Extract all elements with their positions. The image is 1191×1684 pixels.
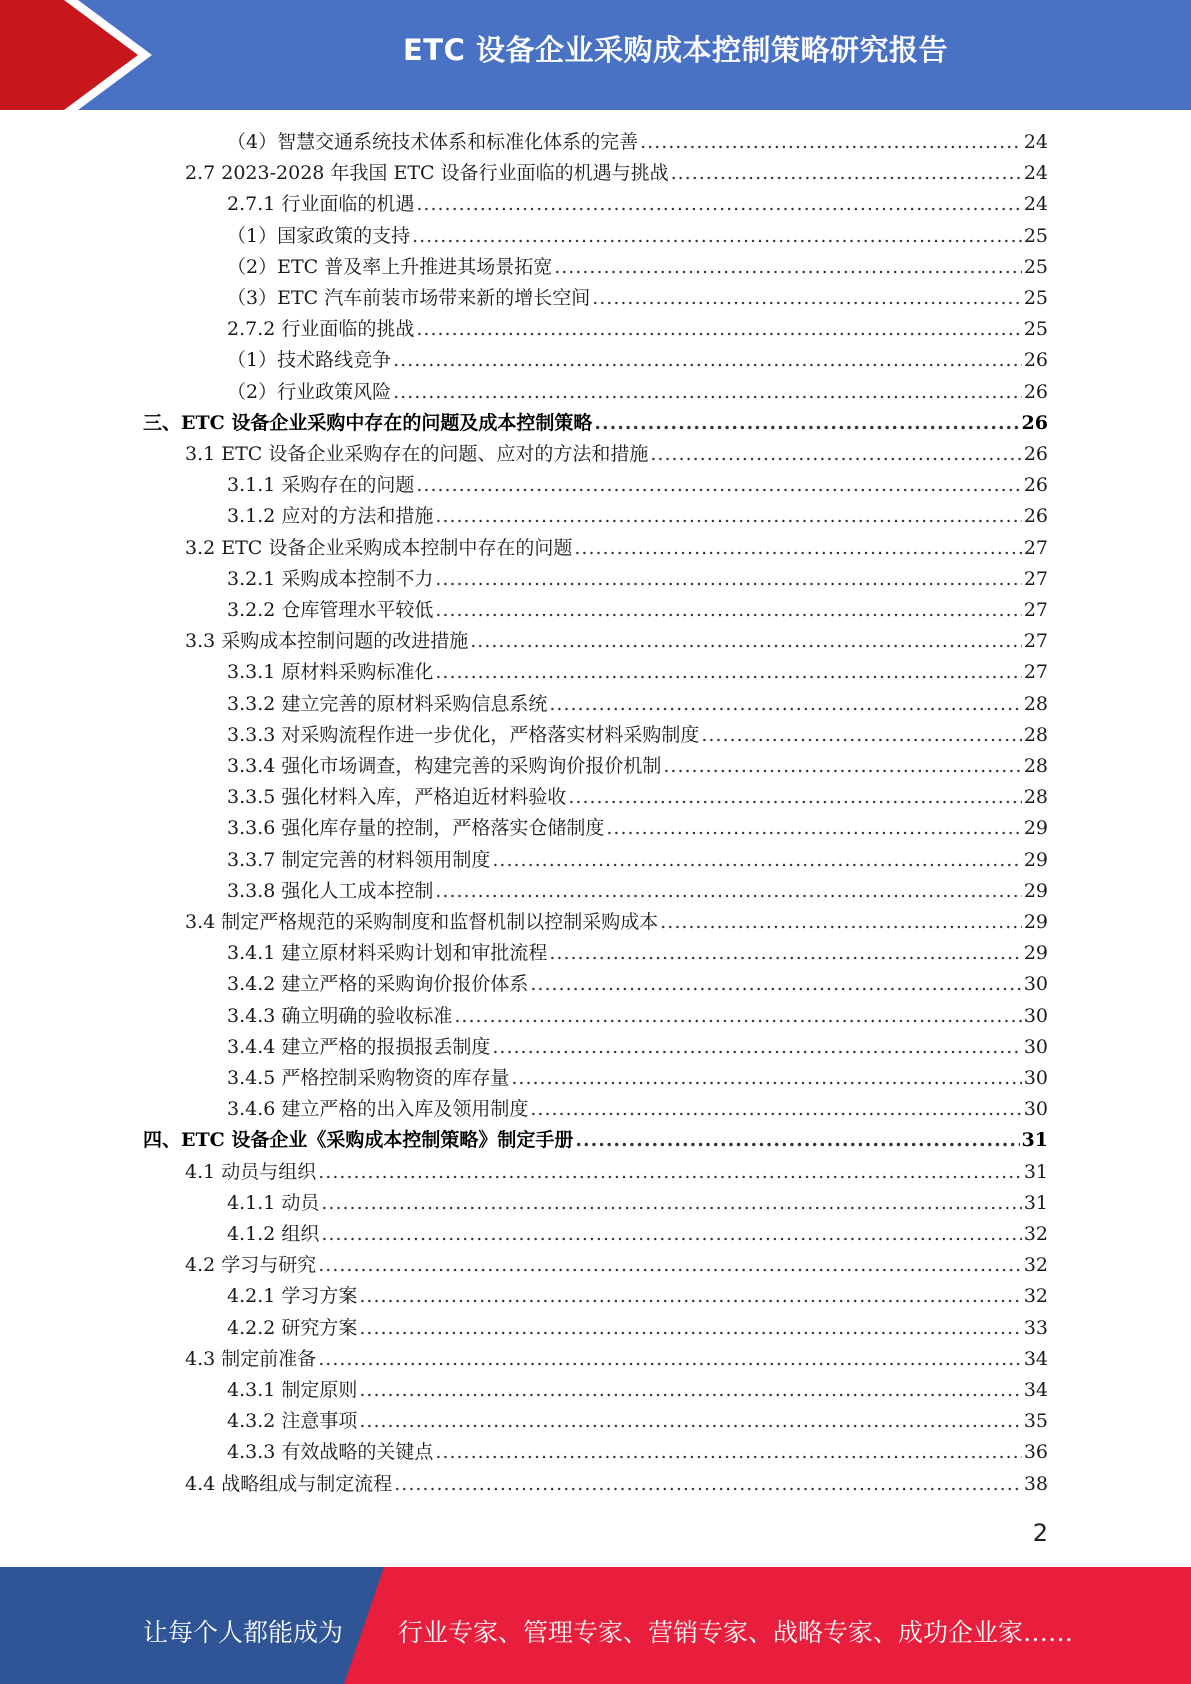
toc-entry-title: 4.1.1 动员 — [227, 1191, 320, 1214]
toc-entry-page: 34 — [1023, 1379, 1048, 1401]
toc-entry-title: 4.1 动员与组织 — [185, 1160, 317, 1183]
toc-leader-dots — [549, 689, 1021, 720]
toc-entry-page: 24 — [1023, 193, 1048, 216]
toc-entry-title: 3.2.1 采购成本控制不力 — [227, 567, 434, 590]
toc-entry-title: （3）ETC 汽车前装市场带来新的增长空间 — [227, 287, 591, 309]
toc-entry[interactable] — [227, 314, 1048, 345]
toc-entry-page: 30 — [1023, 973, 1048, 996]
toc-entry-title: 3.4.2 建立严格的采购询价报价体系 — [227, 973, 529, 996]
toc-entry-title: 3.3.7 制定完善的材料领用制度 — [227, 848, 491, 871]
toc-entry[interactable] — [227, 377, 1048, 408]
toc-entry-title: 4.1.2 组织 — [227, 1223, 320, 1245]
toc-entry-page: 36 — [1023, 1441, 1048, 1464]
toc-leader-dots — [650, 439, 1021, 470]
toc-entry-page: 26 — [1023, 349, 1048, 372]
toc-leader-dots — [359, 1375, 1021, 1406]
toc-leader-dots — [606, 813, 1021, 844]
toc-entry[interactable] — [185, 1469, 1048, 1500]
toc-entry-title: （1）技术路线竞争 — [227, 349, 392, 372]
toc-entry-title: 3.4.4 建立严格的报损报丢制度 — [227, 1035, 491, 1058]
toc-entry-page: 30 — [1023, 1004, 1048, 1027]
toc-entry-page: 31 — [1023, 1160, 1048, 1183]
toc-entry[interactable] — [227, 189, 1048, 220]
toc-leader-dots — [318, 1157, 1022, 1188]
toc-entry[interactable] — [227, 221, 1048, 252]
toc-entry-title: 3.3.6 强化库存量的控制，严格落实仓储制度 — [227, 817, 605, 840]
toc-entry-page: 35 — [1023, 1410, 1048, 1433]
toc-entry[interactable] — [185, 158, 1048, 189]
toc-entry-title: 4.3.2 注意事项 — [227, 1410, 358, 1433]
toc-entry[interactable] — [185, 1250, 1048, 1281]
toc-leader-dots — [359, 1313, 1021, 1344]
toc-entry-title: 3.1.2 应对的方法和措施 — [227, 505, 434, 528]
toc-entry[interactable] — [227, 501, 1048, 532]
toc-entry-title: （4）智慧交通系统技术体系和标准化体系的完善 — [227, 131, 639, 153]
toc-entry-page: 30 — [1023, 1035, 1048, 1058]
toc-entry-title: （1）国家政策的支持 — [227, 224, 411, 247]
toc-entry[interactable] — [227, 1406, 1048, 1437]
toc-entry-page: 31 — [1023, 1191, 1048, 1214]
toc-leader-dots — [416, 189, 1021, 220]
header-red-arrow — [0, 0, 150, 110]
toc-entry[interactable] — [227, 1063, 1048, 1094]
toc-leader-dots — [640, 127, 1022, 158]
toc-leader-dots — [318, 1344, 1022, 1375]
toc-entry[interactable] — [227, 1001, 1048, 1032]
toc-entry-page: 27 — [1023, 661, 1048, 684]
toc-entry[interactable] — [227, 845, 1048, 876]
toc-entry-title: 4.4 战略组成与制定流程 — [185, 1472, 393, 1495]
toc-leader-dots — [435, 564, 1021, 595]
toc-entry-title: 3.3.3 对采购流程作进一步优化，严格落实材料采购制度 — [227, 723, 700, 746]
toc-entry-title: 3.1 ETC 设备企业采购存在的问题、应对的方法和措施 — [185, 443, 649, 465]
toc-leader-dots — [671, 158, 1022, 189]
toc-leader-dots — [435, 657, 1021, 688]
toc-entry[interactable] — [185, 907, 1048, 938]
toc-entry-page: 30 — [1023, 1067, 1048, 1089]
toc-leader-dots — [393, 377, 1022, 408]
toc-entry[interactable] — [227, 127, 1048, 158]
toc-leader-dots — [592, 283, 1022, 314]
toc-entry-title: 4.3.3 有效战略的关键点 — [227, 1441, 434, 1464]
toc-entry[interactable] — [185, 533, 1048, 564]
toc-leader-dots — [568, 782, 1021, 813]
toc-leader-dots — [549, 938, 1021, 969]
toc-entry-title: 3.1.1 采购存在的问题 — [227, 474, 415, 497]
toc-leader-dots — [359, 1406, 1021, 1437]
toc-entry[interactable] — [227, 1219, 1048, 1250]
toc-entry-title: （2）行业政策风险 — [227, 380, 392, 403]
toc-leader-dots — [492, 845, 1021, 876]
toc-entry[interactable] — [227, 345, 1048, 376]
toc-leader-dots — [660, 907, 1022, 938]
toc-entry[interactable] — [185, 439, 1048, 470]
toc-leader-dots — [321, 1219, 1021, 1250]
toc-entry-page: 33 — [1023, 1316, 1048, 1339]
toc-leader-dots — [318, 1250, 1022, 1281]
toc-entry[interactable] — [185, 1157, 1048, 1188]
toc-entry-title: 4.2.2 研究方案 — [227, 1316, 358, 1339]
toc-entry-page: 31 — [1021, 1129, 1048, 1152]
toc-entry[interactable] — [227, 1281, 1048, 1312]
toc-entry[interactable] — [227, 1375, 1048, 1406]
page-header — [0, 0, 1191, 110]
toc-entry[interactable] — [185, 626, 1048, 657]
toc-entry-title: 3.4.5 严格控制采购物资的库存量 — [227, 1067, 510, 1089]
toc-entry[interactable] — [227, 813, 1048, 844]
page-footer — [0, 1567, 1191, 1684]
toc-entry[interactable] — [227, 564, 1048, 595]
toc-entry[interactable] — [227, 938, 1048, 969]
toc-entry-page: 29 — [1023, 848, 1048, 871]
toc-entry-title: 3.3 采购成本控制问题的改进措施 — [185, 630, 469, 653]
toc-leader-dots — [394, 1469, 1022, 1500]
toc-entry-page: 32 — [1023, 1223, 1048, 1245]
report-title: ETC 设备企业采购成本控制策略研究报告 — [403, 33, 948, 67]
toc-entry[interactable] — [227, 876, 1048, 907]
toc-leader-dots — [435, 1437, 1021, 1468]
toc-entry-title: 3.2 ETC 设备企业采购成本控制中存在的问题 — [185, 536, 573, 559]
toc-entry-page: 26 — [1023, 443, 1048, 465]
toc-entry-page: 24 — [1023, 131, 1048, 153]
toc-entry[interactable] — [227, 1094, 1048, 1125]
toc-entry[interactable] — [227, 689, 1048, 720]
toc-entry-title: 2.7.1 行业面临的机遇 — [227, 193, 415, 216]
toc-leader-dots — [321, 1188, 1021, 1219]
toc-entry[interactable] — [185, 1344, 1048, 1375]
toc-leader-dots — [530, 1094, 1021, 1125]
toc-entry[interactable] — [227, 782, 1048, 813]
toc-entry-title: 3.4 制定严格规范的采购制度和监督机制以控制采购成本 — [185, 911, 659, 933]
toc-entry[interactable] — [143, 408, 1048, 439]
toc-leader-dots — [574, 533, 1021, 564]
toc-entry-page: 28 — [1023, 692, 1048, 715]
toc-entry-title: 3.3.4 强化市场调查，构建完善的采购询价报价机制 — [227, 755, 662, 777]
toc-entry-page: 26 — [1023, 474, 1048, 497]
toc-entry-page: 29 — [1023, 942, 1048, 965]
toc-entry-page: 38 — [1023, 1472, 1048, 1495]
toc-entry-page: 29 — [1023, 879, 1048, 902]
footer-slogan-left: 让每个人都能成为 — [143, 1618, 344, 1647]
toc-entry-page: 28 — [1023, 723, 1048, 746]
toc-entry[interactable] — [227, 969, 1048, 1000]
toc-entry[interactable] — [227, 751, 1048, 782]
toc-entry-title: 4.2.1 学习方案 — [227, 1285, 358, 1308]
toc-entry[interactable] — [227, 1313, 1048, 1344]
toc-entry-title: 3.3.5 强化材料入库，严格迫近材料验收 — [227, 786, 567, 809]
toc-entry[interactable] — [227, 1188, 1048, 1219]
toc-leader-dots — [359, 1281, 1021, 1312]
toc-leader-dots — [663, 751, 1021, 782]
toc-entry-page: 28 — [1023, 786, 1048, 809]
toc-entry-page: 26 — [1021, 411, 1048, 434]
toc-entry-title: 3.3.1 原材料采购标准化 — [227, 661, 434, 684]
toc-leader-dots — [554, 252, 1022, 283]
toc-entry-page: 32 — [1023, 1254, 1048, 1277]
toc-entry-title: 3.4.6 建立严格的出入库及领用制度 — [227, 1098, 529, 1121]
toc-leader-dots — [435, 876, 1021, 907]
toc-entry-title: 2.7.2 行业面临的挑战 — [227, 318, 415, 341]
toc-entry-page: 26 — [1023, 380, 1048, 403]
toc-leader-dots — [511, 1063, 1021, 1094]
toc-entry-title: 四、ETC 设备企业《采购成本控制策略》制定手册 — [143, 1129, 574, 1152]
toc-entry-page: 30 — [1023, 1098, 1048, 1121]
toc-entry-title: 3.2.2 仓库管理水平较低 — [227, 599, 434, 621]
toc-entry-page: 27 — [1023, 599, 1048, 621]
toc-entry-page: 34 — [1023, 1347, 1048, 1370]
toc-entry-page: 27 — [1023, 536, 1048, 559]
toc-entry[interactable] — [227, 595, 1048, 626]
toc-entry-page: 24 — [1023, 162, 1048, 185]
toc-entry-title: 4.3 制定前准备 — [185, 1347, 317, 1370]
toc-leader-dots — [435, 501, 1021, 532]
toc-entry[interactable] — [227, 252, 1048, 283]
toc-entry-page: 27 — [1023, 630, 1048, 653]
toc-entry-page: 27 — [1023, 567, 1048, 590]
toc-entry-page: 25 — [1023, 287, 1048, 309]
toc-entry-title: 2.7 2023-2028 年我国 ETC 设备行业面临的机遇与挑战 — [185, 162, 669, 185]
toc-entry-page: 32 — [1023, 1285, 1048, 1308]
toc-leader-dots — [412, 221, 1022, 252]
toc-leader-dots — [454, 1001, 1021, 1032]
toc-entry-title: （2）ETC 普及率上升推进其场景拓宽 — [227, 255, 553, 278]
toc-entry-title: 3.3.8 强化人工成本控制 — [227, 879, 434, 902]
toc-entry-page: 29 — [1023, 817, 1048, 840]
toc-leader-dots — [594, 408, 1019, 439]
footer-slogan-right: 行业专家、管理专家、营销专家、战略专家、成功企业家…… — [398, 1618, 1074, 1647]
toc-entry-page: 25 — [1023, 224, 1048, 247]
toc-entry[interactable] — [227, 1437, 1048, 1468]
toc-leader-dots — [530, 969, 1021, 1000]
page-number: 2 — [1032, 1519, 1048, 1547]
toc-leader-dots — [416, 314, 1021, 345]
toc-leader-dots — [470, 626, 1022, 657]
toc-entry-title: 3.4.3 确立明确的验收标准 — [227, 1004, 453, 1027]
toc-entry[interactable] — [227, 470, 1048, 501]
toc-leader-dots — [701, 720, 1021, 751]
toc-entry-page: 29 — [1023, 911, 1048, 933]
toc-entry-page: 25 — [1023, 255, 1048, 278]
toc-leader-dots — [575, 1125, 1019, 1156]
toc-entry-title: 三、ETC 设备企业采购中存在的问题及成本控制策略 — [143, 411, 593, 434]
toc-entry[interactable] — [143, 1125, 1048, 1156]
toc-leader-dots — [393, 345, 1022, 376]
toc-entry-title: 4.3.1 制定原则 — [227, 1379, 358, 1401]
toc-entry-page: 25 — [1023, 318, 1048, 341]
toc-entry-page: 28 — [1023, 755, 1048, 777]
toc-entry-title: 3.3.2 建立完善的原材料采购信息系统 — [227, 692, 548, 715]
toc-entry[interactable] — [227, 1032, 1048, 1063]
toc-leader-dots — [435, 595, 1021, 626]
toc-entry-title: 4.2 学习与研究 — [185, 1254, 317, 1277]
toc-entry-title: 3.4.1 建立原材料采购计划和审批流程 — [227, 942, 548, 965]
toc-leader-dots — [416, 470, 1021, 501]
toc-entry[interactable] — [227, 720, 1048, 751]
toc-entry-page: 26 — [1023, 505, 1048, 528]
toc-entry[interactable] — [227, 283, 1048, 314]
toc-leader-dots — [492, 1032, 1021, 1063]
toc-entry[interactable] — [227, 657, 1048, 688]
